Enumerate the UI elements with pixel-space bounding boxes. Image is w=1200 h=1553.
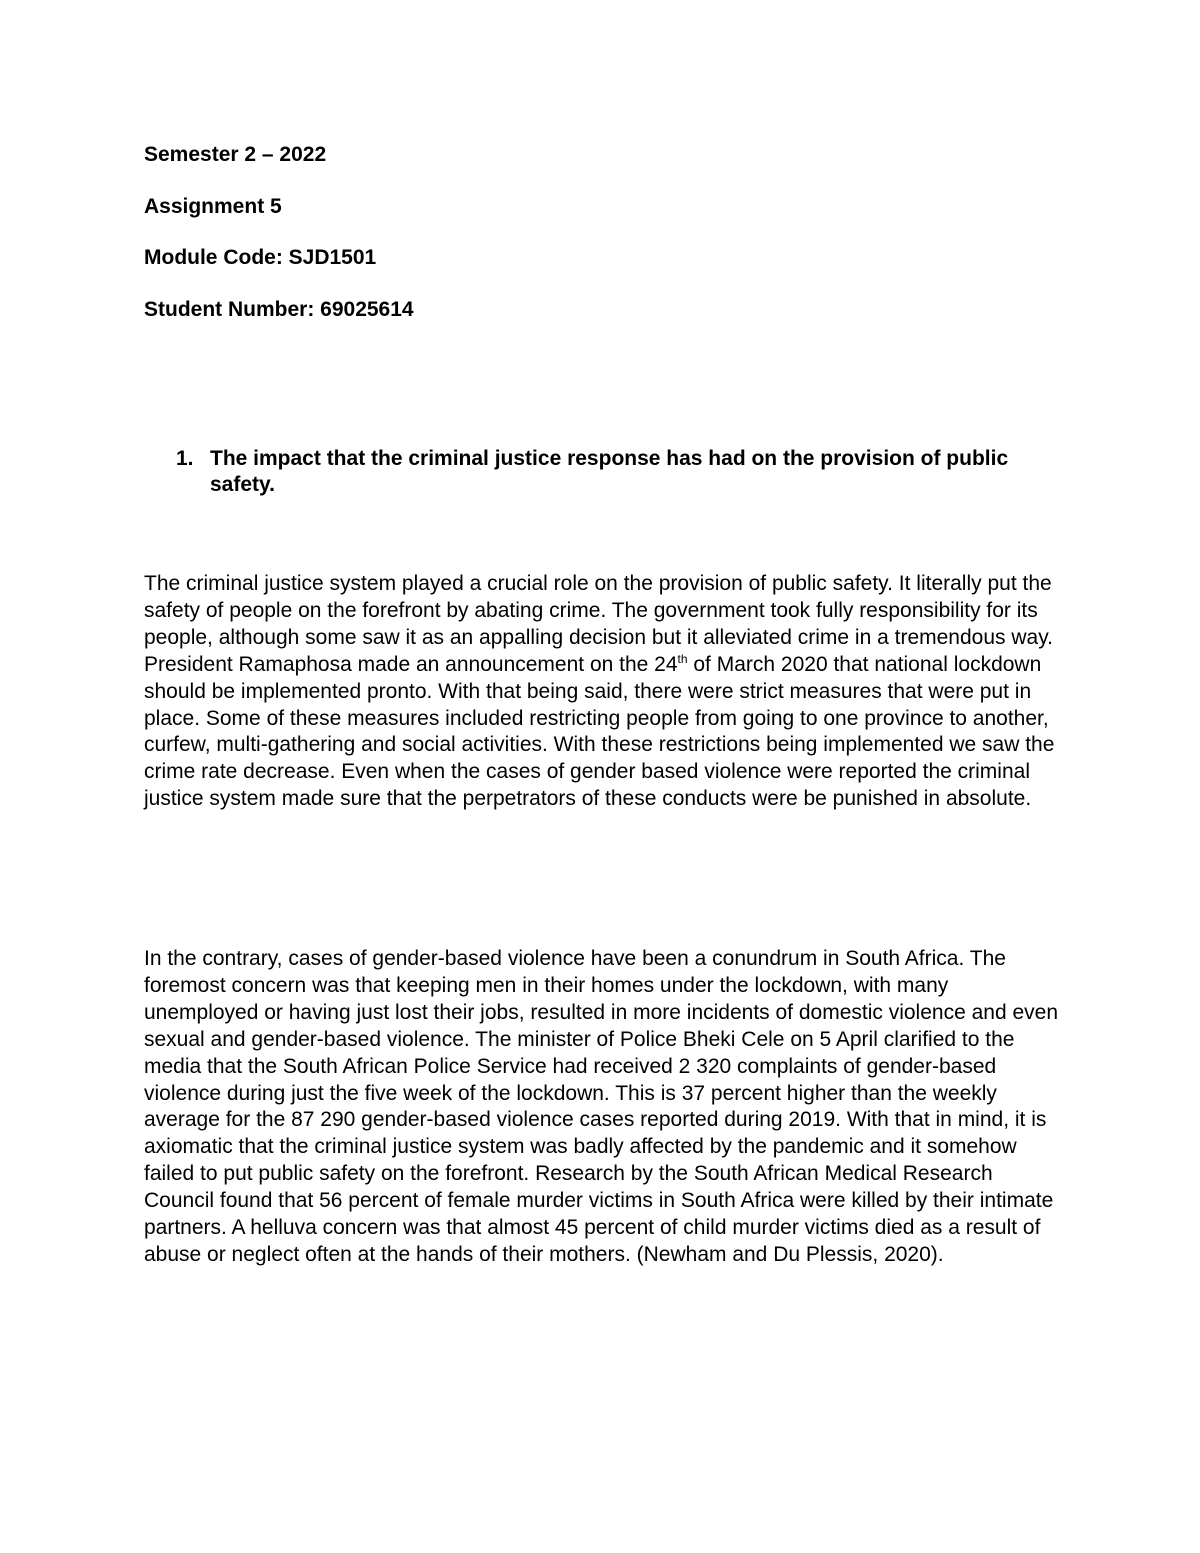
question-number: 1. [176,447,194,470]
paragraph-1-text-start: The criminal justice system played a crucial role on the provision of public safety. It literally put the safety of people on the forefront by abating crime. The government took fully responsibility for its people, although some saw it as an appalling decision but it alleviated crime in a tremendous way. President Ramaphosa made an announcement on the 24 [144,572,1053,676]
paragraph-1-text-end: of March 2020 that national lockdown should be implemented pronto. With that being said, there were strict measures that were put in place. Some of these measures included restricting people from going to one province to another, curfew, multi-gathering and social activities. With these restrictions being implemented we saw the crime rate decrease. Even when the cases of gender based violence were reported the criminal justice system made sure that the perpetrators of these conducts were be punished in absolute. [144,652,1055,811]
body-paragraph-1 [144,571,1064,813]
question-text: The impact that the criminal justice response has had on the provision of public safety. [210,447,1009,496]
body-paragraph-2: In the contrary, cases of gender-based violence have been a conundrum in South Africa. The foremost concern was that keeping men in their homes under the lockdown, with many unemployed or having just lost their jobs, resulted in more incidents of domestic violence and even sexual and gender-based violence. The minister of Police Bheki Cele on 5 April clarified to the media that the South African Police Service had received 2 320 complaints of gender-based violence during just the five week of the lockdown. This is 37 percent higher than the weekly average for the 87 290 gender-based violence cases reported during 2019. With that in mind, it is axiomatic that the criminal justice system was badly affected by the pandemic and it somehow failed to put public safety on the forefront. Research by the South African Medical Research Council found that 56 percent of female murder victims in South Africa were killed by their intimate partners. A helluva concern was that almost 45 percent of child murder victims died as a result of abuse or neglect often at the hands of their mothers. (Newham and Du Plessis, 2020). [144,947,1059,1266]
module-code-line: Module Code: SJD1501 [144,246,377,269]
student-number-line: Student Number: 69025614 [144,298,414,321]
question-heading [144,446,1044,498]
semester-line: Semester 2 – 2022 [144,143,327,166]
assignment-line: Assignment 5 [144,195,282,218]
ordinal-superscript: th [677,651,688,666]
